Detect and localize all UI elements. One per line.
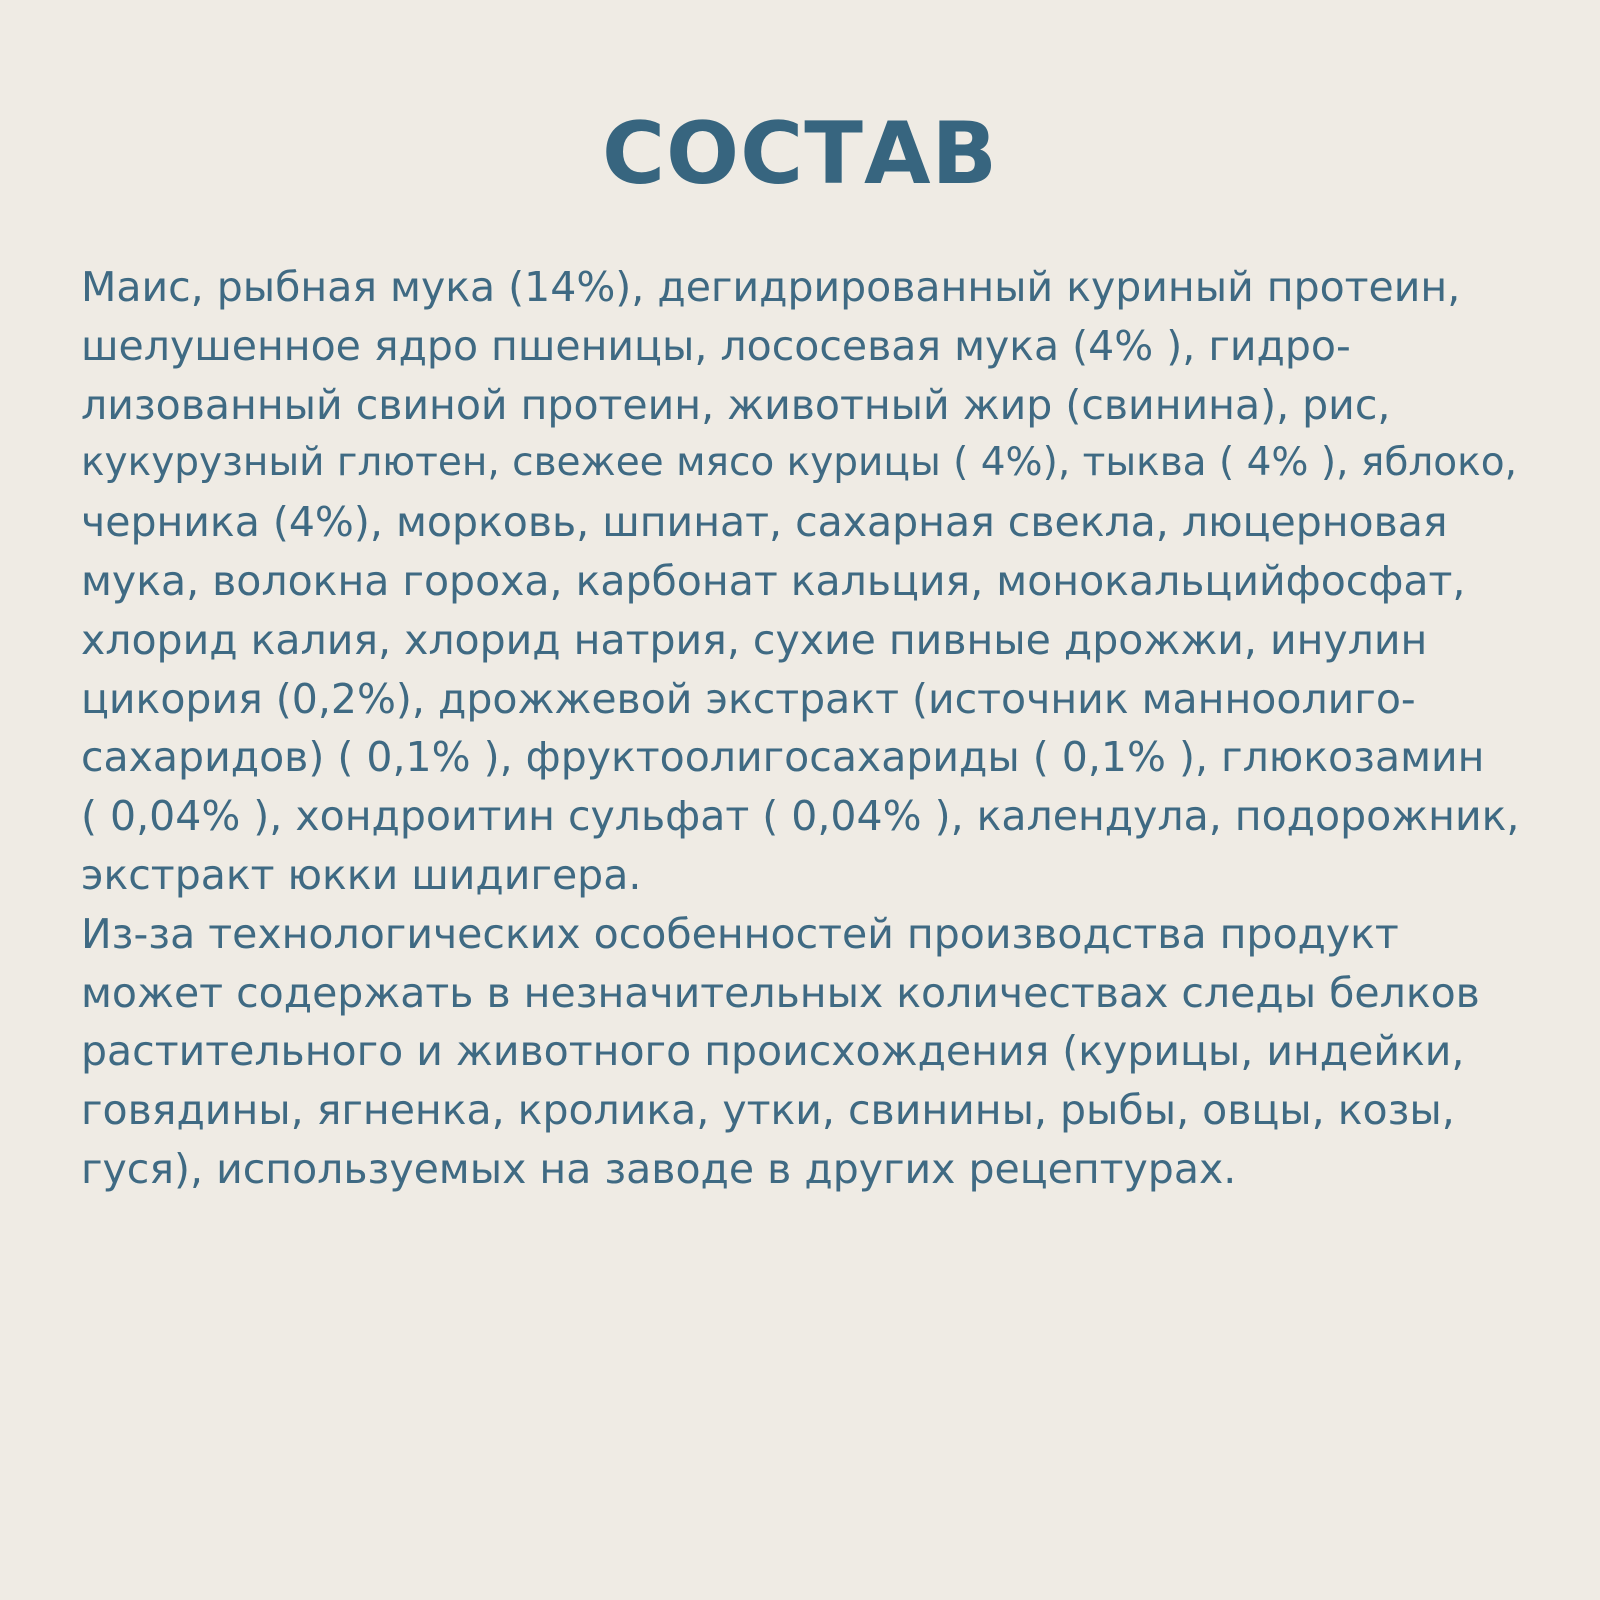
page-title: СОСТАВ — [601, 104, 999, 204]
notice-line: может содержать в незначительных количествах следы белков — [81, 968, 1480, 1017]
composition-line: черника (4%), морковь, шпинат, сахарная свекла, люцерновая — [81, 498, 1448, 547]
notice-line: Из-за технологических особенностей производства продукт — [81, 909, 1399, 958]
composition-line: мука, волокна гороха, карбонат кальция, монокальцийфосфат, — [81, 556, 1466, 605]
composition-line: экстракт юкки шидигера. — [81, 850, 642, 899]
composition-line: Маис, рыбная мука (14%), дегидрированный куриный протеин, — [81, 263, 1461, 311]
composition-text — [81, 258, 1521, 1199]
composition-line: кукурузный глютен, свежее мясо курицы ( 4%), тыква ( 4% ), яблоко, — [81, 440, 1517, 486]
composition-line: сахаридов) ( 0,1% ), фруктоолигосахариды ( 0,1% ), глюкозамин — [81, 733, 1485, 782]
notice-line: растительного и животного происхождения (курицы, индейки, — [81, 1027, 1465, 1076]
composition-line: шелушенное ядро пшеницы, лососевая мука (4% ), гидро- — [81, 321, 1351, 370]
composition-line: хлорид калия, хлорид натрия, сухие пивные дрожжи, инулин — [81, 615, 1428, 664]
composition-line: лизованный свиной протеин, животный жир (свинина), рис, — [81, 380, 1391, 429]
composition-line: ( 0,04% ), хондроитин сульфат ( 0,04% ), календула, подорожник, — [81, 792, 1520, 841]
notice-line: гуся), используемых на заводе в других рецептурах. — [81, 1144, 1237, 1193]
notice-line: говядины, ягненка, кролика, утки, свинины, рыбы, овцы, козы, — [81, 1086, 1455, 1135]
composition-line: цикория (0,2%), дрожжевой экстракт (источник манноолиго- — [81, 674, 1416, 723]
